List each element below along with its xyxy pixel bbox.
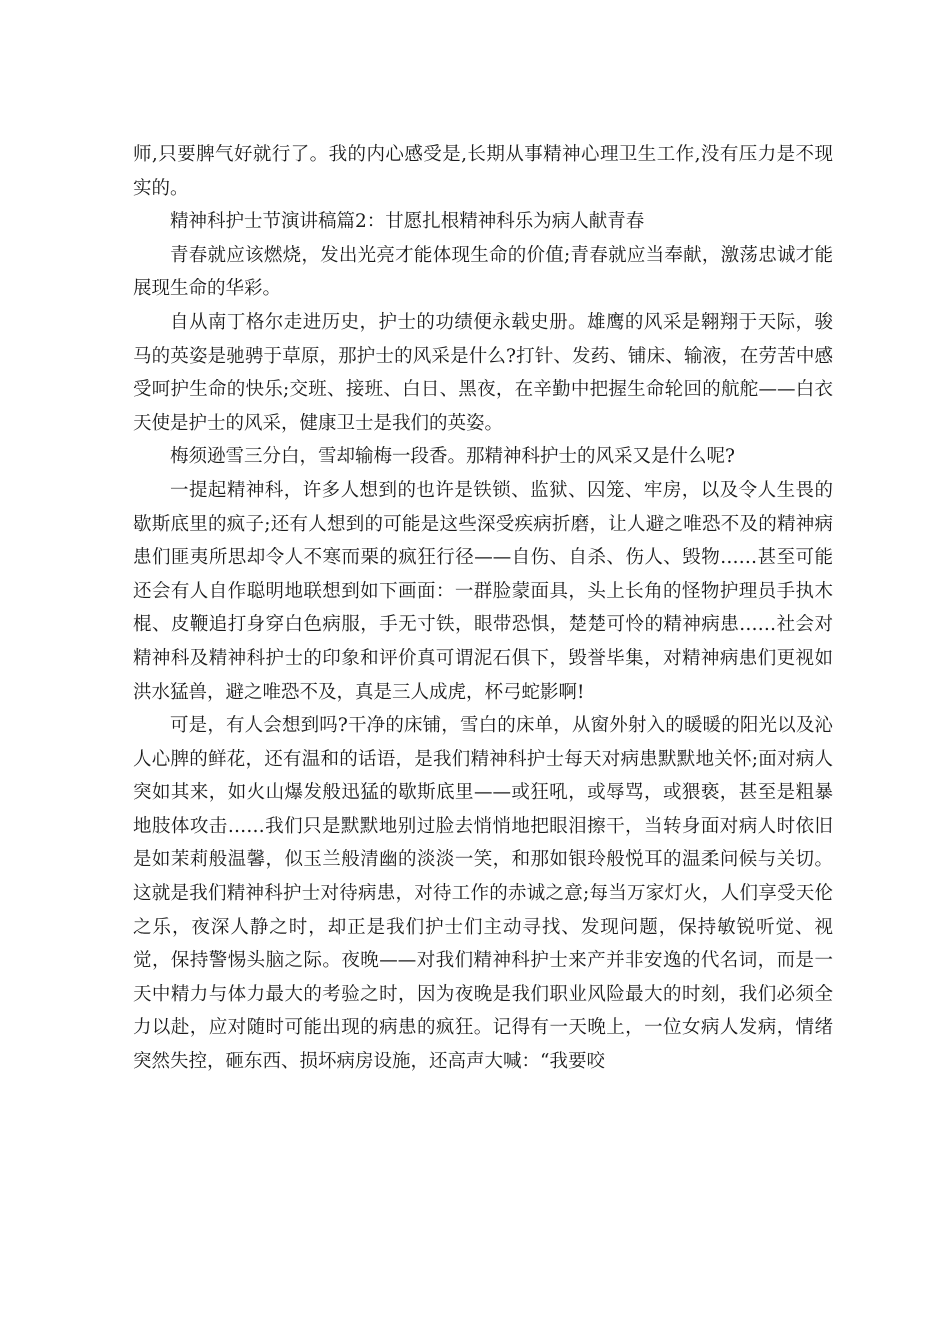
- paragraph-continuation: 师,只要脾气好就行了。我的内心感受是,长期从事精神心理卫生工作,没有压力是不现实的。: [133, 144, 833, 199]
- paragraph: 自从南丁格尔走进历史，护士的功绩便永载史册。雄鹰的风采是翱翔于天际，骏马的英姿是驰骋于草原，那护士的风采是什么?打针、发药、铺床、输液，在劳苦中感受呵护生命的快乐;交班、接班、白日、黑夜，在辛勤中把握生命轮回的航舵——白衣天使是护士的风采，健康卫士是我们的英姿。: [133, 311, 833, 434]
- section-heading: 精神科护士节演讲稿篇2：甘愿扎根精神科乐为病人献青春: [170, 211, 645, 233]
- paragraph: 一提起精神科，许多人想到的也许是铁锁、监狱、囚笼、牢房，以及令人生畏的歇斯底里的疯子;还有人想到的可能是这些深受疾病折磨，让人避之唯恐不及的精神病患们匪夷所思却令人不寒而栗的疯狂行径——自伤、自杀、伤人、毁物……甚至可能还会有人自作聪明地联想到如下画面：一群脸蒙面具，头上长角的怪物护理员手执木棍、皮鞭追打身穿白色病服，手无寸铁，眼带恐惧，楚楚可怜的精神病患……社会对精神科及精神科护士的印象和评价真可谓泥石俱下，毁誉毕集，对精神病患们更视如洪水猛兽，避之唯恐不及，真是三人成虎，杯弓蛇影啊!: [133, 479, 833, 703]
- paragraph: 青春就应该燃烧，发出光亮才能体现生命的价值;青春就应当奉献，激荡忠诚才能展现生命的华彩。: [133, 244, 833, 300]
- paragraph: 梅须逊雪三分白，雪却输梅一段香。那精神科护士的风采又是什么呢?: [170, 446, 735, 468]
- paragraph: 可是，有人会想到吗?干净的床铺，雪白的床单，从窗外射入的暖暖的阳光以及沁人心脾的鲜花，还有温和的话语，是我们精神科护士每天对病患默默地关怀;面对病人突如其来，如火山爆发般迅猛的歇斯底里——或狂吼，或辱骂，或猥亵，甚至是粗暴地肢体攻击……我们只是默默地别过脸去悄悄地把眼泪擦干，当转身面对病人时依旧是如茉莉般温馨，似玉兰般清幽的淡淡一笑，和那如银玲般悦耳的温柔问候与关切。这就是我们精神科护士对待病患，对待工作的赤诚之意;每当万家灯火，人们享受天伦之乐，夜深人静之时，却正是我们护士们主动寻找、发现问题，保持敏锐听觉、视觉，保持警惕头脑之际。夜晚——对我们精神科护士来产并非安逸的代名词，而是一天中精力与体力最大的考验之时，因为夜晚是我们职业风险最大的时刻，我们必须全力以赴，应对随时可能出现的病患的疯狂。记得有一天晚上，一位女病人发病，情绪突然失控，砸东西、损坏病房设施，还高声大喊：“我要咬: [133, 715, 833, 1073]
- document-body: [133, 138, 833, 1079]
